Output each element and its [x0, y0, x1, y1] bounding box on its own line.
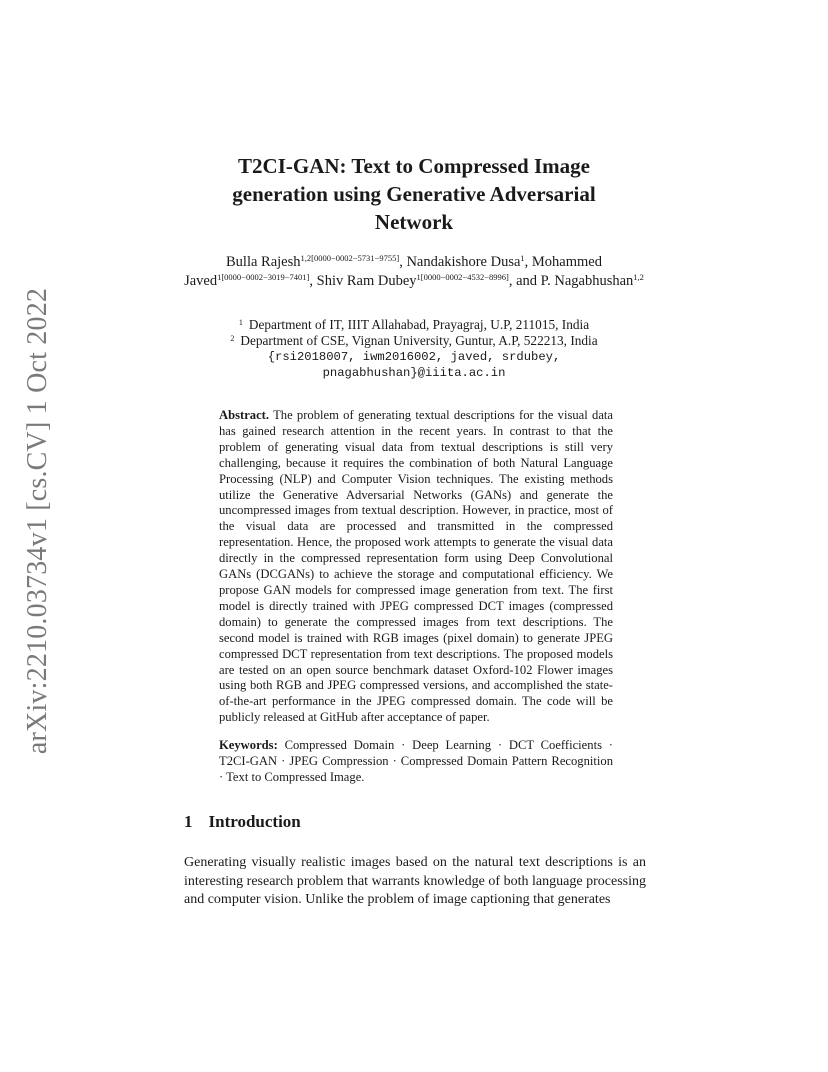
author-separator: ,: [309, 273, 317, 289]
keywords-text: Compressed Domain · Deep Learning · DCT Coefficients · T2CI-GAN · JPEG Compression · Compressed Domain Pattern Recognition · Text to Compressed Image.: [219, 738, 613, 784]
author-superscript: 1: [520, 253, 525, 263]
author-emails: {rsi2018007, iwm2016002, javed, srdubey, pnagabhushan}@iiita.ac.in: [267, 350, 561, 380]
arxiv-sidebar-stamp: [16, 288, 60, 754]
author-name: Bulla Rajesh: [226, 254, 301, 270]
keywords-label: Keywords:: [219, 738, 278, 752]
author-separator: ,: [399, 254, 407, 270]
section-heading: [184, 812, 301, 832]
abstract: [219, 408, 613, 726]
author-name: Shiv Ram Dubey: [316, 273, 417, 289]
affiliation-text: Department of IT, IIIT Allahabad, Prayagraj, U.P, 211015, India: [248, 317, 590, 332]
author-superscript: 1[0000−0002−3019−7401]: [217, 272, 310, 282]
affiliations: [176, 317, 652, 381]
arxiv-identifier: arXiv:2210.03734v1 [cs.CV] 1 Oct 2022: [22, 287, 54, 755]
abstract-label: Abstract.: [219, 408, 270, 422]
affiliation-text: Department of CSE, Vignan University, Guntur, A.P, 522213, India: [240, 333, 598, 348]
affiliation-line: [176, 317, 652, 333]
affiliation-line: [176, 333, 652, 349]
title-line: generation using Generative Adversarial: [232, 182, 596, 206]
author-superscript: 1[0000−0002−4532−8996]: [416, 272, 509, 282]
author-name: Mohammed Javed: [184, 254, 602, 289]
author-separator: ,: [524, 254, 532, 270]
author-name: Nandakishore Dusa: [406, 254, 521, 270]
author-superscript: 1,2: [633, 272, 644, 282]
keywords: [219, 738, 613, 786]
title-line: Network: [374, 210, 454, 234]
abstract-text: The problem of generating textual descriptions for the visual data has gained research attention in the recent years. In contrast to that the problem of generating visual data from textual descriptions is still very challenging, because it requires the combination of both Natural Language Processing (NLP) and Computer Vision techniques. The existing methods utilize the Generative Adversarial Networks (GANs) and generate the uncompressed images from textual description. However, in practice, most of the visual data are processed and transmitted in the compressed representation. Hence, the proposed work attempts to generate the visual data directly in the compressed representation form using Deep Convolutional GANs (DCGANs) to achieve the storage and computational efficiency. We propose GAN models for compressed image generation from text. The first model is directly trained with JPEG compressed DCT images (compressed domain) to generate the compressed images from text descriptions. The second model is trained with RGB images (pixel domain) to generate JPEG compressed DCT representation from text descriptions. The proposed models are tested on an open source benchmark dataset Oxford-102 Flower images using both RGB and JPEG compressed versions, and accomplished the state-of-the-art performance in the JPEG compressed domain. The code will be publicly released at GitHub after acceptance of paper.: [219, 408, 614, 725]
section-title: Introduction: [208, 812, 301, 831]
affiliation-mark: 1: [238, 318, 243, 327]
author-separator: , and: [508, 273, 541, 289]
affiliation-mark: 2: [230, 334, 235, 343]
author-list: [176, 253, 652, 291]
author-name: P. Nagabhushan: [540, 273, 634, 289]
title-line: T2CI-GAN: Text to Compressed Image: [238, 154, 590, 178]
paper-title: [160, 152, 668, 236]
author-superscript: 1,2[0000−0002−5731−9755]: [300, 253, 400, 263]
section-number: 1: [184, 812, 193, 831]
intro-paragraph: Generating visually realistic images based on the natural text descriptions is an interesting research problem that warrants knowledge of both language processing and computer vision. Unlike the problem of image captioning that generates: [184, 855, 646, 907]
